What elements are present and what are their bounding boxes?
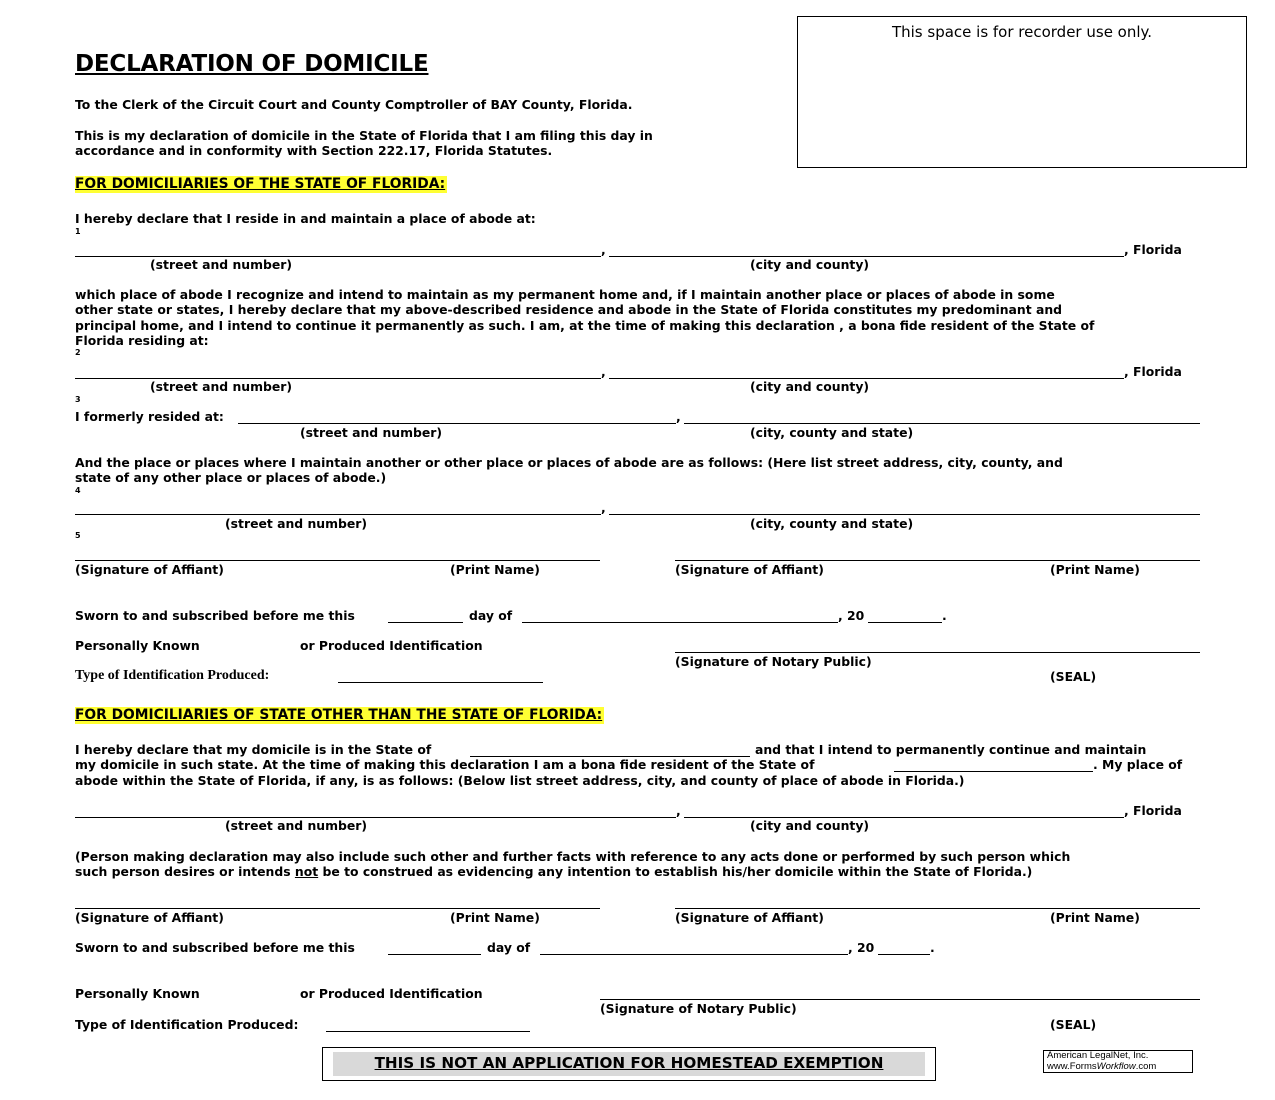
print-name-label: (Print Name)	[1050, 562, 1140, 577]
sworn-month-field[interactable]	[540, 954, 848, 955]
street-label: (street and number)	[300, 425, 443, 440]
florida-label: , Florida	[1124, 803, 1182, 818]
street-label: (street and number)	[150, 379, 293, 394]
city-county-label: (city and county)	[750, 818, 870, 833]
section-other-state-heading: FOR DOMICILIARIES OF STATE OTHER THAN THE STATE OF FLORIDA:	[75, 707, 603, 723]
comma: ,	[601, 500, 606, 515]
sworn-year-field[interactable]	[878, 954, 930, 955]
page-title: DECLARATION OF DOMICILE	[75, 51, 429, 77]
resident-state-field[interactable]	[894, 771, 1093, 772]
footnote-3: 3	[75, 395, 81, 404]
sworn-year-field[interactable]	[868, 622, 942, 623]
sworn-day-of: day of	[469, 608, 513, 623]
sworn-year-prefix: , 20	[848, 940, 875, 955]
signature-affiant-label: (Signature of Affiant)	[675, 562, 824, 577]
former-city-field[interactable]	[684, 423, 1200, 424]
declare-abode: I hereby declare that I reside in and maintain a place of abode at:	[75, 211, 536, 226]
other-city-field[interactable]	[609, 514, 1200, 515]
print-name-label: (Print Name)	[450, 562, 540, 577]
permanent-home-line-4: Florida residing at:	[75, 333, 209, 348]
print-name-label: (Print Name)	[450, 910, 540, 925]
footnote-2: 2	[75, 348, 81, 357]
comma: ,	[676, 409, 681, 424]
sworn-day-of: day of	[487, 940, 531, 955]
recorder-note: This space is for recorder use only.	[891, 23, 1153, 41]
domicile-state-text: I hereby declare that my domicile is in the State of	[75, 742, 432, 757]
affiant-signature-field[interactable]	[75, 908, 600, 909]
personally-known-label: Personally Known	[75, 638, 200, 653]
section-florida-heading: FOR DOMICILIARIES OF THE STATE OF FLORIDA:	[75, 176, 446, 192]
street-label: (street and number)	[225, 516, 368, 531]
comma: ,	[601, 364, 606, 379]
formerly-resided-label: I formerly resided at:	[75, 409, 224, 424]
bona-fide-text: my domicile in such state. At the time of making this declaration I am a bona fide resident of the State of	[75, 757, 815, 772]
personally-known-label: Personally Known	[75, 986, 200, 1001]
clerk-line: To the Clerk of the Circuit Court and County Comptroller of BAY County, Florida.	[75, 97, 633, 112]
sworn-day-field[interactable]	[388, 954, 481, 955]
street-label: (street and number)	[225, 818, 368, 833]
street-label: (street and number)	[150, 257, 293, 272]
period: .	[930, 940, 935, 955]
other-abode-line-1: And the place or places where I maintain another or other place or places of abode are as follows: (Here list street address, city, county, and	[75, 455, 1063, 470]
city-county-label: (city and county)	[750, 257, 870, 272]
signature-affiant-label: (Signature of Affiant)	[75, 562, 224, 577]
notary-signature-field[interactable]	[600, 999, 1200, 1000]
affiant-signature-field-2[interactable]	[675, 908, 1200, 909]
produced-id-label: or Produced Identification	[300, 638, 483, 653]
footnote-5: 5	[75, 531, 81, 540]
permanent-home-line-1: which place of abode I recognize and intend to maintain as my permanent home and, if I maintain another place or places of abode in some	[75, 287, 1055, 302]
sworn-text: Sworn to and subscribed before me this	[75, 940, 355, 955]
domicile-continue-text: and that I intend to permanently continue and maintain	[755, 742, 1147, 757]
sworn-text: Sworn to and subscribed before me this	[75, 608, 355, 623]
notary-signature-label: (Signature of Notary Public)	[675, 654, 872, 669]
city-county-state-label: (city, county and state)	[750, 425, 914, 440]
homestead-notice	[322, 1047, 936, 1081]
signature-affiant-label: (Signature of Affiant)	[75, 910, 224, 925]
sworn-day-field[interactable]	[388, 622, 463, 623]
period: .	[942, 608, 947, 623]
place-of-text: . My place of	[1093, 757, 1183, 772]
sworn-year-prefix: , 20	[838, 608, 865, 623]
footnote-4: 4	[75, 486, 81, 495]
type-id-label: Type of Identification Produced:	[75, 668, 270, 683]
seal-label: (SEAL)	[1050, 1017, 1097, 1032]
type-id-field[interactable]	[338, 682, 543, 683]
abode-florida-text: abode within the State of Florida, if any, is as follows: (Below list street address, city, and county of place of abode in Florida.)	[75, 773, 965, 788]
type-id-field[interactable]	[326, 1031, 530, 1032]
notary-signature-label: (Signature of Notary Public)	[600, 1001, 797, 1016]
legalnet-logo	[1043, 1050, 1193, 1073]
florida-label: , Florida	[1124, 242, 1182, 257]
recorder-box	[797, 16, 1247, 168]
city-county-state-label: (city, county and state)	[750, 516, 914, 531]
other-street-field[interactable]	[75, 514, 601, 515]
print-name-label: (Print Name)	[1050, 910, 1140, 925]
produced-id-label: or Produced Identification	[300, 986, 483, 1001]
former-street-field[interactable]	[238, 423, 676, 424]
intro-line-1: This is my declaration of domicile in the State of Florida that I am filing this day in	[75, 128, 653, 143]
intro-line-2: accordance and in conformity with Section 222.17, Florida Statutes.	[75, 143, 553, 158]
fl-abode-street-field[interactable]	[75, 817, 676, 818]
further-facts-line-2: such person desires or intends not be to construed as evidencing any intention to establish his/her domicile within the State of Florida.)	[75, 864, 1033, 879]
other-abode-line-2: state of any other place or places of abode.)	[75, 470, 387, 485]
comma: ,	[601, 242, 606, 257]
type-id-label: Type of Identification Produced:	[75, 1017, 299, 1032]
further-facts-line-1: (Person making declaration may also include such other and further facts with reference to any acts done or performed by such person which	[75, 849, 1071, 864]
signature-affiant-label: (Signature of Affiant)	[675, 910, 824, 925]
permanent-home-line-3: principal home, and I intend to continue it permanently as such. I am, at the time of making this declaration , a bona fide resident of the State of	[75, 318, 1095, 333]
affiant-signature-field[interactable]	[75, 560, 600, 561]
affiant-signature-field-2[interactable]	[675, 560, 1200, 561]
florida-label: , Florida	[1124, 364, 1182, 379]
sworn-month-field[interactable]	[522, 622, 838, 623]
footnote-1: 1	[75, 227, 81, 236]
notary-signature-field[interactable]	[675, 652, 1200, 653]
logo-line-2: www.FormsWorkflow.com	[1047, 1060, 1157, 1072]
homestead-notice-text: THIS IS NOT AN APPLICATION FOR HOMESTEAD EXEMPTION	[333, 1052, 925, 1076]
comma: ,	[676, 803, 681, 818]
logo-line-1: American LegalNet, Inc.	[1047, 1050, 1149, 1061]
seal-label: (SEAL)	[1050, 669, 1097, 684]
city-county-label: (city and county)	[750, 379, 870, 394]
permanent-home-line-2: other state or states, I hereby declare that my above-described residence and abode in the State of Florida constitutes my predominant and	[75, 302, 1063, 317]
